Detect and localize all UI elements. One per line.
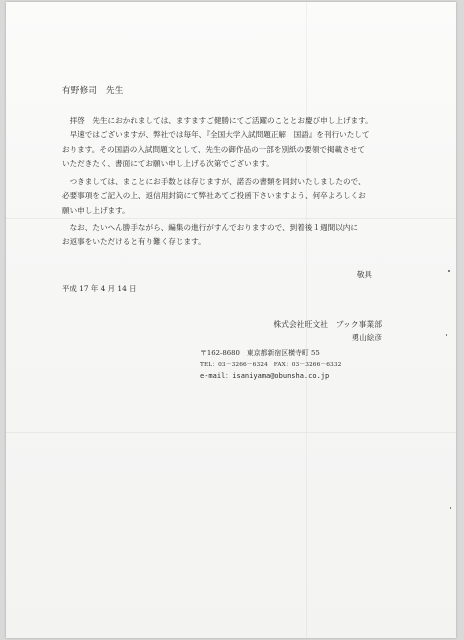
text-line: 早速ではございますが、弊社では毎年、『全国大学入試問題正解 国語』を刊行いたして: [62, 130, 370, 140]
sender-phone-fax: TEL：03－3266－6324 FAX：03－3266－6332: [200, 362, 342, 368]
text-line: 必要事項をご記入の上、返信用封筒にて弊社あてご投函下さいますよう、何卒よろしくお: [62, 191, 366, 201]
text-line: 拝啓 先生におかれましては、ますますご健勝にてご活躍のこととお慶び申し上げます。: [62, 116, 373, 125]
paragraph-2: [62, 177, 412, 220]
text-line: 願い申し上げます。: [62, 205, 130, 215]
text-line: いただきたく、書面にてお願い申し上げる次第でございます。: [62, 158, 274, 168]
closing-keigu: 敬具: [356, 270, 372, 279]
sender-person: 勇山絵彦: [351, 333, 382, 342]
letter-page: [6, 2, 456, 638]
paragraph-1: [62, 116, 412, 173]
letter-date: 平成 17 年 4 月 14 日: [62, 284, 137, 293]
sender-address: 〒162-8680 東京都新宿区横寺町 55: [200, 349, 320, 357]
text-line: なお、たいへん勝手ながら、編集の進行がすんでおりますので、到着後１週間以内に: [62, 223, 358, 232]
text-line: おります。その国語の入試問題文として、先生の御作品の一部を別紙の要領で掲載させて: [62, 144, 365, 154]
sender-email: e-mail：isaniyama@obunsha.co.jp: [200, 372, 330, 380]
scan-speck: [448, 270, 450, 272]
sender-block: [172, 319, 382, 381]
recipient-name: 有野修司 先生: [62, 86, 124, 96]
text-line: お返事をいただけると有り難く存じます。: [62, 237, 206, 247]
text-line: つきましては、まことにお手数とは存じますが、諾否の書類を同封いたしましたので、: [62, 177, 366, 186]
scan-speck: [446, 334, 447, 336]
paragraph-3: [62, 223, 412, 252]
sender-company: 株式会社旺文社 ブック事業部: [273, 320, 382, 329]
fold-line: [6, 432, 456, 433]
scan-speck: [450, 507, 451, 509]
